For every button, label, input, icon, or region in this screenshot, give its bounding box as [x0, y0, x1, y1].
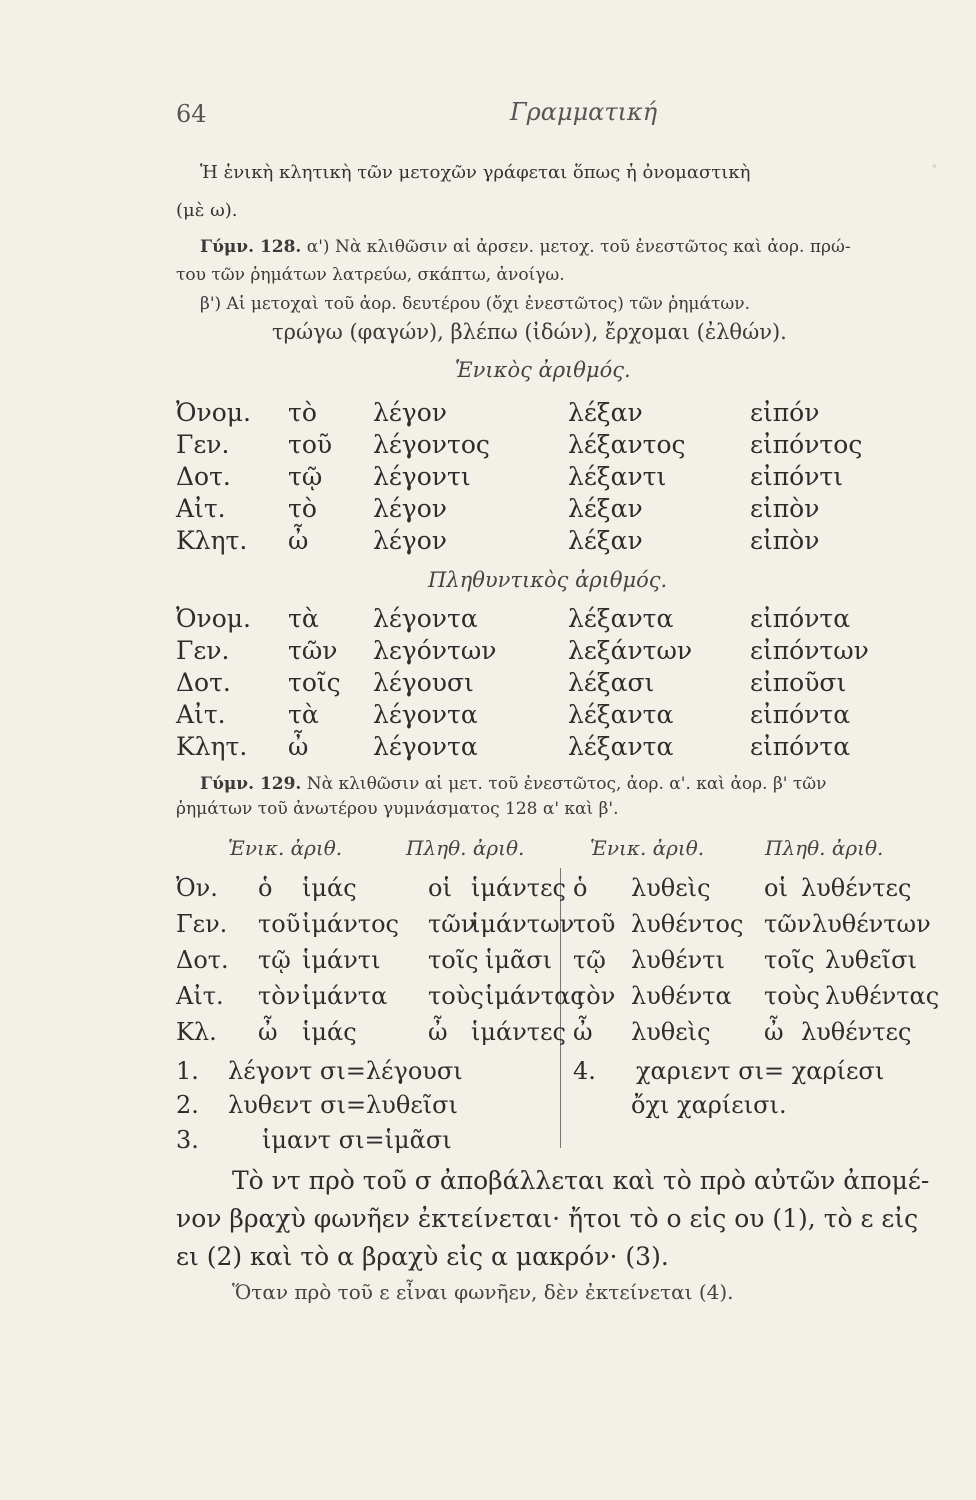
- rule-line-2: νον βραχὺ φωνῆεν ἐκτείνεται· ἤτοι τὸ ο εἰς ου (1), τὸ ε εἰς: [176, 1204, 919, 1233]
- table-cell: ὦ: [258, 1018, 278, 1046]
- table-cell: ἱμάς: [302, 1018, 357, 1046]
- table-cell: λέξαντα: [568, 604, 674, 633]
- table-cell: λέγοντι: [373, 462, 471, 491]
- exercise-128-line-3: β') Αἱ μετοχαὶ τοῦ ἀορ. δευτέρου (ὄχι ἐνεστῶτος) τῶν ῥημάτων.: [200, 294, 750, 314]
- note-number: 1.: [176, 1057, 199, 1085]
- table-cell: λυθέντι: [631, 946, 725, 974]
- intro-line-1: Ἡ ἑνικὴ κλητικὴ τῶν μετοχῶν γράφεται ὅπως ἡ ὀνομαστικὴ: [200, 162, 751, 183]
- table-cell: λέγουσι: [373, 668, 474, 697]
- table-cell: λέγοντος: [373, 430, 490, 459]
- page-number: 64: [176, 100, 207, 128]
- table-cell: Ὀνομ.: [176, 604, 251, 633]
- table-cell: ὦ: [428, 1018, 448, 1046]
- table-cell: τὸ: [288, 494, 317, 523]
- exercise-129-line-2: ῥημάτων τοῦ ἀνωτέρου γυμνάσματος 128 α' καὶ β'.: [176, 799, 619, 819]
- table-cell: λυθέντων: [812, 910, 931, 938]
- table-cell: λέγον: [373, 526, 447, 555]
- table-cell: τῷ: [573, 946, 606, 974]
- table-cell: εἰπόντα: [750, 732, 851, 761]
- table-cell: εἰπόν: [750, 398, 820, 427]
- page-title: Γραμματική: [510, 98, 658, 126]
- table-cell: τοῦ: [258, 910, 301, 938]
- exercise-129-line-1: Νὰ κλιθῶσιν αἱ μετ. τοῦ ἐνεστῶτος, ἀορ. α'. καὶ ἀορ. β' τῶν: [306, 774, 827, 794]
- table-cell: τὰ: [288, 604, 319, 633]
- exercise-129: [200, 774, 826, 794]
- rule-line-3: ει (2) καὶ τὸ α βραχὺ εἰς α μακρόν· (3).: [176, 1242, 669, 1271]
- table-cell: λυθέντας: [825, 982, 940, 1010]
- table-cell: λέξαν: [568, 398, 643, 427]
- table-cell: Ὀν.: [176, 874, 218, 902]
- exercise-128: [200, 237, 851, 257]
- exercise-128-line-1: α') Νὰ κλιθῶσιν αἱ ἀρσεν. μετοχ. τοῦ ἐνεστῶτος καὶ ἀορ. πρώ-: [306, 237, 851, 257]
- table-cell: Ὀνομ.: [176, 398, 251, 427]
- table-cell: λέγοντα: [373, 700, 478, 729]
- table-cell: λέξαν: [568, 526, 643, 555]
- table-cell: λυθέντες: [801, 1018, 912, 1046]
- table-cell: ἱμάντι: [302, 946, 381, 974]
- table-cell: ἱμάντας: [485, 982, 584, 1010]
- note-4: χαριεντ σι= χαρίεσι: [636, 1057, 885, 1085]
- table-cell: τοὺς: [428, 982, 484, 1010]
- table-cell: οἱ: [764, 874, 788, 902]
- table-cell: λέγον: [373, 494, 447, 523]
- table2-header: Ἑνικ. ἀριθ.: [228, 836, 343, 860]
- note-number: 4.: [573, 1057, 596, 1085]
- singular-heading: Ἑνικὸς ἀριθμός.: [455, 358, 631, 382]
- table-cell: λυθέντα: [631, 982, 732, 1010]
- plural-heading: Πληθυντικὸς ἀριθμός.: [428, 568, 668, 592]
- exercise-128-label: Γύμν. 128.: [200, 237, 302, 257]
- table-cell: τῶν: [288, 636, 338, 665]
- table-cell: τὸ: [288, 398, 317, 427]
- table-cell: ἱμάντες: [471, 1018, 566, 1046]
- exercise-128-verbs: τρώγω (φαγών), βλέπω (ἰδών), ἔρχομαι (ἐλθών).: [272, 320, 787, 344]
- table-cell: λέγοντα: [373, 604, 478, 633]
- table-cell: εἰπόντος: [750, 430, 863, 459]
- table-cell: ὦ: [764, 1018, 784, 1046]
- table-cell: λέξαντι: [568, 462, 667, 491]
- table-cell: οἱ: [428, 874, 452, 902]
- table-cell: ἱμάντων: [471, 910, 575, 938]
- table-cell: εἰπὸν: [750, 494, 820, 523]
- table-cell: Κλ.: [176, 1018, 217, 1046]
- table-cell: λυθέντες: [801, 874, 912, 902]
- table-cell: τῷ: [258, 946, 291, 974]
- table-cell: εἰπόντων: [750, 636, 869, 665]
- table-cell: Αἰτ.: [176, 700, 226, 729]
- table-cell: τῶν: [428, 910, 476, 938]
- table-cell: λυθεὶς: [631, 874, 711, 902]
- table-cell: λέξασι: [568, 668, 655, 697]
- table-cell: τοὺς: [764, 982, 820, 1010]
- exercise-129-label: Γύμν. 129.: [200, 774, 302, 794]
- table-cell: Κλητ.: [176, 526, 248, 555]
- table2-header: Πληθ. ἀριθ.: [406, 836, 525, 860]
- table2-header: Πληθ. ἀριθ.: [765, 836, 884, 860]
- table-cell: ἱμᾶσι: [485, 946, 553, 974]
- note-number: 3.: [176, 1126, 199, 1154]
- table-cell: Κλητ.: [176, 732, 248, 761]
- table-cell: Δοτ.: [176, 946, 229, 974]
- table-cell: Αἰτ.: [176, 982, 224, 1010]
- table-cell: λέξαντος: [568, 430, 686, 459]
- table-cell: ἱμάντος: [302, 910, 399, 938]
- table-cell: λυθεῖσι: [825, 946, 917, 974]
- table2-header: Ἑνικ. ἀριθ.: [590, 836, 705, 860]
- rule-line-1: Τὸ ντ πρὸ τοῦ σ ἀποβάλλεται καὶ τὸ πρὸ αὐτῶν ἀπομέ-: [232, 1166, 930, 1195]
- table-cell: ὁ: [573, 874, 588, 902]
- table-cell: Αἰτ.: [176, 494, 226, 523]
- table-cell: ἱμάντα: [302, 982, 388, 1010]
- table-cell: εἰπὸν: [750, 526, 820, 555]
- table-cell: λέξαν: [568, 494, 643, 523]
- table-cell: τοῦ: [288, 430, 333, 459]
- table-cell: τῶν: [764, 910, 812, 938]
- table-cell: ὦ: [573, 1018, 593, 1046]
- note-1: λέγοντ σι=λέγουσι: [228, 1057, 463, 1085]
- table-cell: εἰπόντα: [750, 700, 851, 729]
- table-cell: Γεν.: [176, 910, 228, 938]
- table-cell: ἱμάντες: [471, 874, 566, 902]
- table-cell: λέξαντα: [568, 732, 674, 761]
- rule-line-4: Ὅταν πρὸ τοῦ ε εἶναι φωνῆεν, δὲν ἐκτείνεται (4).: [232, 1280, 734, 1304]
- table-cell: Γεν.: [176, 430, 230, 459]
- table-cell: Γεν.: [176, 636, 230, 665]
- table-cell: ὦ: [288, 526, 309, 555]
- table-cell: λέξαντα: [568, 700, 674, 729]
- note-number: 2.: [176, 1091, 199, 1119]
- table-cell: τοῦ: [573, 910, 616, 938]
- note-4-continuation: ὄχι χαρίεισι.: [631, 1091, 787, 1119]
- table-cell: τῷ: [288, 462, 323, 491]
- margin-bleed: ·: [930, 150, 939, 183]
- note-3: ἱμαντ σι=ἱμᾶσι: [262, 1126, 452, 1154]
- intro-line-2: (μὲ ω).: [176, 200, 238, 221]
- table-cell: Δοτ.: [176, 668, 231, 697]
- table-cell: τοῖς: [428, 946, 479, 974]
- table-cell: τὸν: [258, 982, 301, 1010]
- note-2: λυθεντ σι=λυθεῖσι: [228, 1091, 458, 1119]
- table-cell: λεξάντων: [568, 636, 693, 665]
- table-cell: λεγόντων: [373, 636, 497, 665]
- table-cell: ἱμάς: [302, 874, 357, 902]
- table-cell: ὁ: [258, 874, 273, 902]
- table-cell: λυθεὶς: [631, 1018, 711, 1046]
- table-cell: τοῖς: [764, 946, 815, 974]
- table-cell: Δοτ.: [176, 462, 231, 491]
- exercise-128-line-2: του τῶν ῥημάτων λατρεύω, σκάπτω, ἀνοίγω.: [176, 265, 565, 285]
- table-cell: τὰ: [288, 700, 319, 729]
- table-cell: εἰποῦσι: [750, 668, 847, 697]
- table-cell: εἰπόντα: [750, 604, 851, 633]
- table-cell: εἰπόντι: [750, 462, 844, 491]
- table-cell: ὦ: [288, 732, 309, 761]
- table-cell: τὸν: [573, 982, 616, 1010]
- table-cell: λυθέντος: [631, 910, 744, 938]
- table-cell: λέγοντα: [373, 732, 478, 761]
- table-cell: λέγον: [373, 398, 447, 427]
- table-cell: τοῖς: [288, 668, 341, 697]
